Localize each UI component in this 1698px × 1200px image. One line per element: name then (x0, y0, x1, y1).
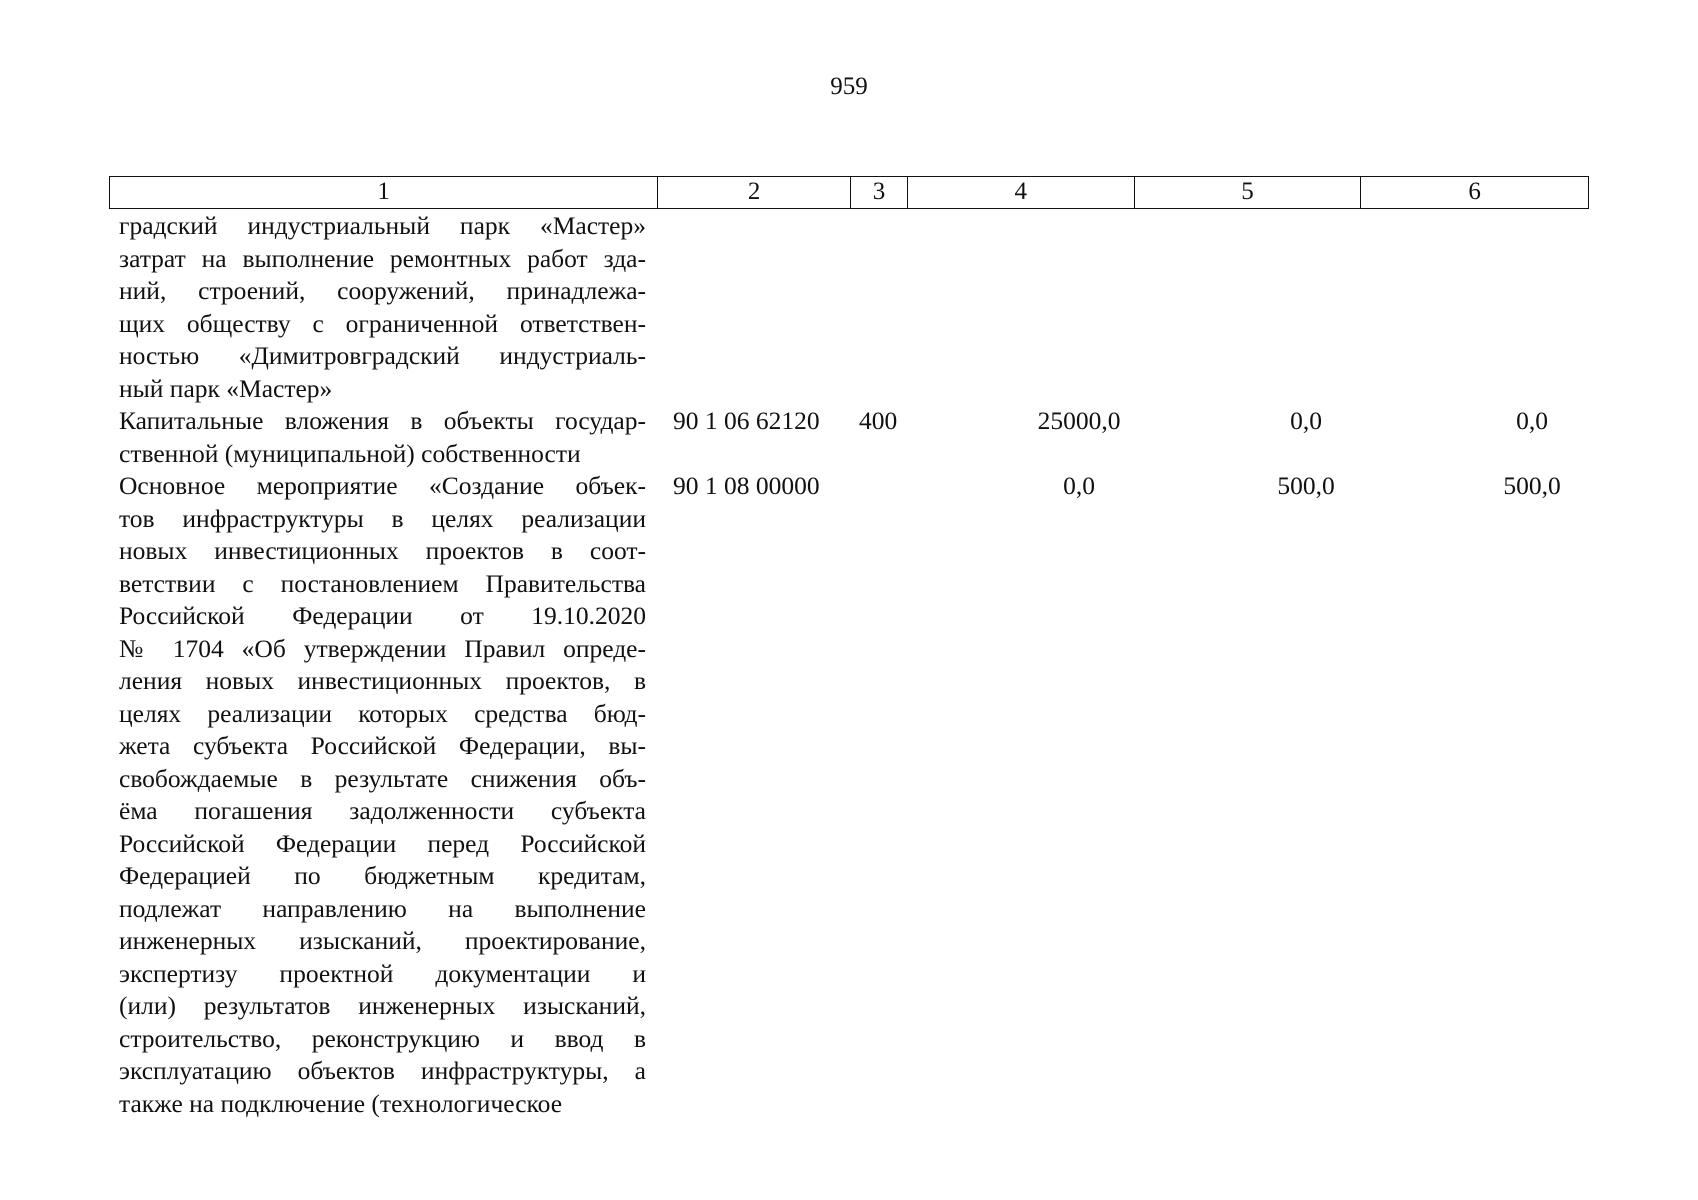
expense-type-code: 400 (859, 406, 898, 435)
row-description (119, 405, 646, 470)
column-number-4: 4 (908, 177, 1135, 208)
table-column-header (109, 176, 1589, 209)
description-line: № 1704 «Об утверждении Правил опреде- (119, 633, 646, 663)
table-row (119, 210, 1599, 405)
row-description (119, 470, 646, 1120)
description-line: инженерных изысканий, проектирование, (119, 926, 646, 955)
description-line: Российской Федерации от 19.10.2020 (119, 601, 646, 630)
description-line: затрат на выполнение ремонтных работ зда- (119, 243, 646, 273)
amount-column-5: 0,0 (1290, 406, 1322, 435)
description-line: ностью «Димитровградский индустриаль- (119, 341, 646, 370)
description-line: тов инфраструктуры в целях реализации (119, 503, 646, 533)
table-body (119, 210, 1599, 1120)
column-number-3: 3 (851, 177, 908, 208)
budget-classification-code: 90 1 08 00000 (673, 471, 820, 500)
amount-column-6: 0,0 (1516, 406, 1548, 435)
description-line: целях реализации которых средства бюд- (119, 698, 646, 728)
description-line: ёма погашения задолженности субъекта (119, 796, 646, 825)
column-number-5: 5 (1135, 177, 1362, 208)
description-line: также на подключение (технологическое (119, 1088, 563, 1118)
amount-column-6: 500,0 (1503, 471, 1561, 500)
description-line: Федерацией по бюджетным кредитам, (119, 861, 646, 890)
amount-column-5: 500,0 (1277, 471, 1335, 500)
page-number: 959 (830, 73, 868, 100)
description-line: (или) результатов инженерных изысканий, (119, 991, 646, 1020)
description-line: эксплуатацию объектов инфраструктуры, а (119, 1056, 646, 1085)
row-description (119, 210, 646, 405)
description-line: Основное мероприятие «Создание объек- (119, 471, 646, 500)
description-line: ветствии с постановлением Правительства (119, 568, 646, 598)
description-line: градский индустриальный парк «Мастер» (119, 211, 646, 240)
description-line: ный парк «Мастер» (119, 373, 333, 403)
description-line: ственной (муниципальной) собственности (119, 438, 581, 468)
description-line: свобождаемые в результате снижения объ- (119, 763, 646, 793)
description-line: подлежат направлению на выполнение (119, 893, 646, 923)
table-row (119, 405, 1599, 470)
description-line: Российской Федерации перед Российской (119, 828, 646, 858)
description-line: жета субъекта Российской Федерации, вы- (119, 731, 646, 760)
description-line: строительство, реконструкцию и ввод в (119, 1023, 646, 1053)
description-line: ний, строений, сооружений, принадлежа- (119, 276, 646, 305)
amount-column-4: 25000,0 (1037, 406, 1121, 435)
column-number-1: 1 (110, 177, 658, 208)
column-number-2: 2 (658, 177, 851, 208)
description-line: Капитальные вложения в объекты государ- (119, 406, 646, 435)
table-row (119, 470, 1599, 1120)
description-line: ления новых инвестиционных проектов, в (119, 666, 646, 695)
description-line: щих обществу с ограниченной ответствен- (119, 308, 646, 338)
amount-column-4: 0,0 (1063, 471, 1095, 500)
budget-classification-code: 90 1 06 62120 (673, 406, 820, 435)
description-line: новых инвестиционных проектов в соот- (119, 536, 646, 565)
column-number-6: 6 (1468, 178, 1481, 205)
description-line: экспертизу проектной документации и (119, 958, 646, 988)
